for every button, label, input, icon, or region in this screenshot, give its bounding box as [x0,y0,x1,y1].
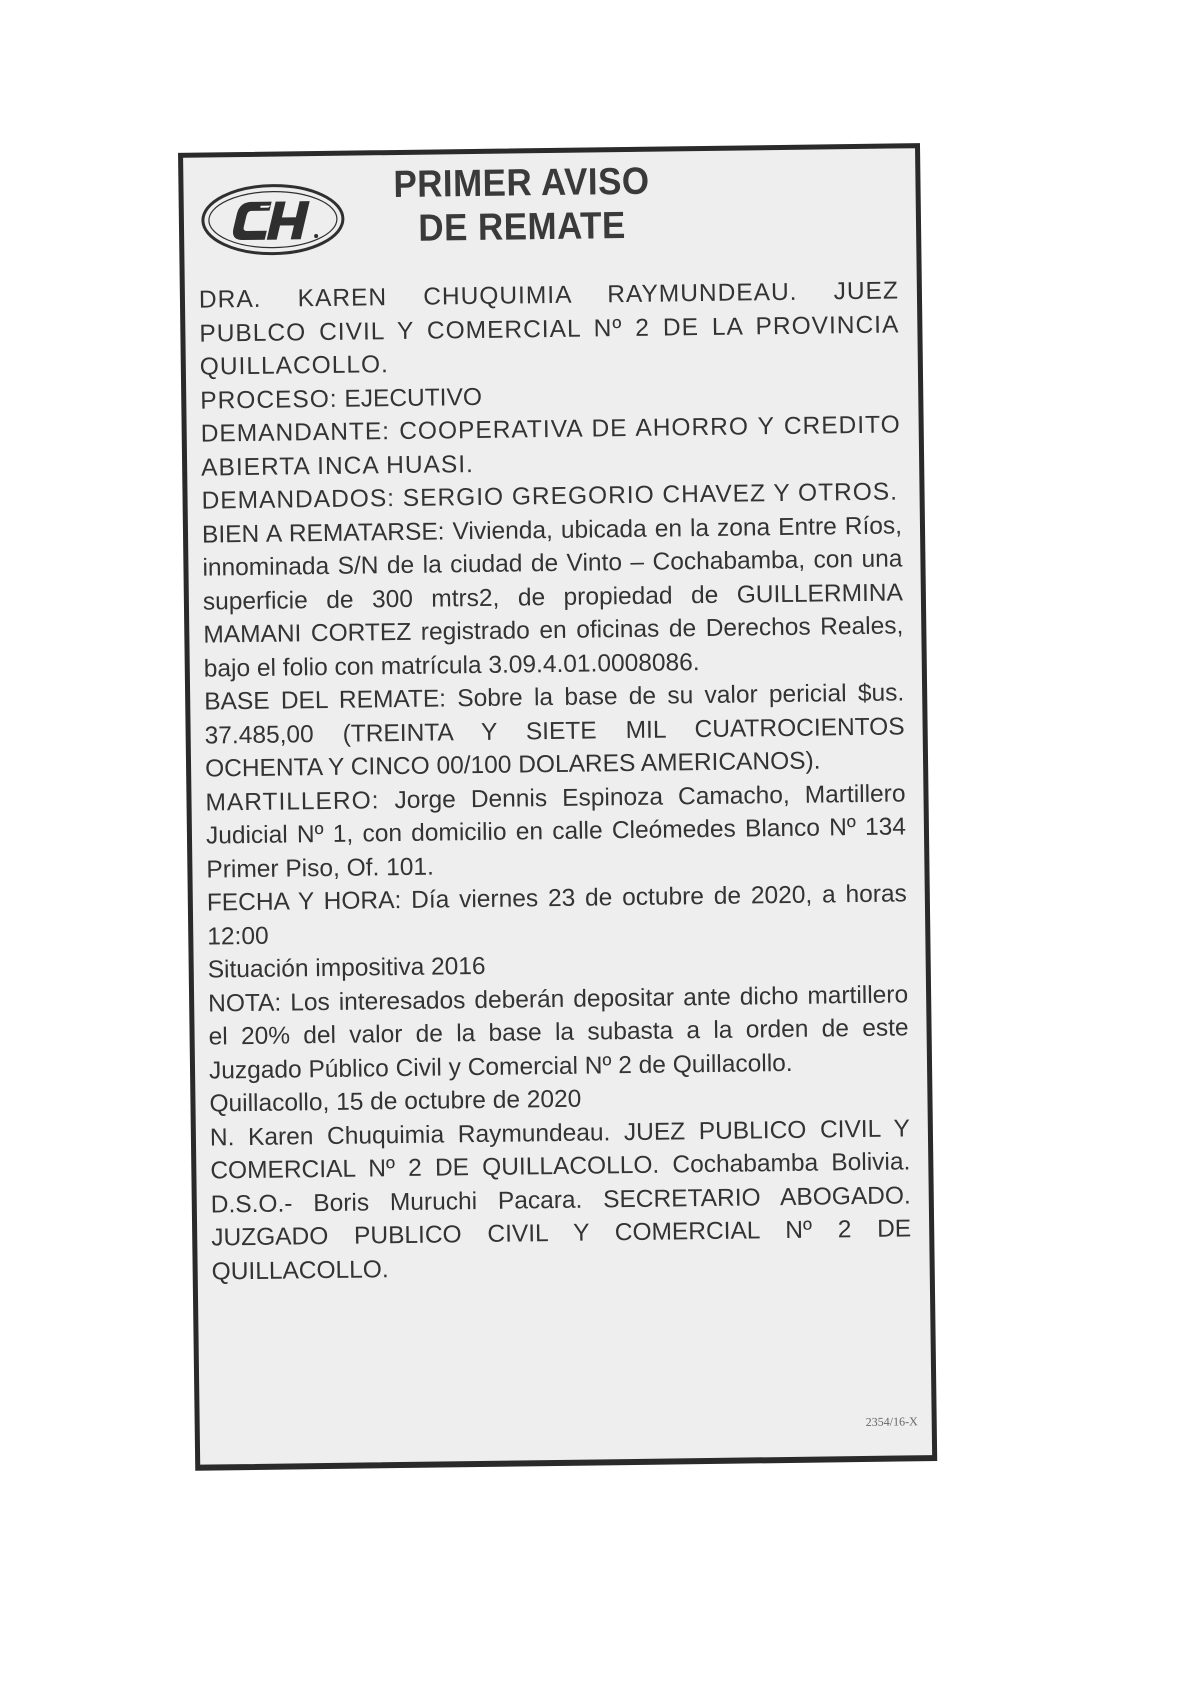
fecha-line [207,877,908,953]
proceso-label: PROCESO: [200,385,338,415]
situacion-line: Situación impositiva 2016 [207,952,486,984]
base-value: Sobre la base de su valor pericial $us. 37.485,00 (TREINTA Y SIETE MIL CUATROCIENTOS OCHENTA Y CINCO 00/100 DOLARES AMERICANOS). [204,679,905,783]
notice-body [199,274,912,1288]
fecha-value: Día viernes 23 de octubre de 2020, a horas 12:00 [207,880,907,951]
base-line [204,676,905,786]
bien-value: Vivienda, ubicada en la zona Entre Ríos, innominada S/N de la ciudad de Vinto – Cochabamba, con una superficie de 300 mtrs2, de propiedad de GUILLERMINA MAMANI CORTEZ registrado en oficinas de Derechos Reales, bajo el folio con matrícula 3.09.4.01.0008086. [202,511,904,683]
judge-line: DRA. KAREN CHUQUIMIA RAYMUNDEAU. JUEZ PUBLCO CIVIL Y COMERCIAL Nº 2 DE LA PROVINCIA QUILLACOLLO. [198,277,900,381]
ch-logo [199,182,346,258]
place-date-line: Quillacollo, 15 de octubre de 2020 [209,1085,582,1118]
title-line-1: PRIMER AVISO [393,160,650,207]
martillero-line [205,777,906,887]
demandante-value: COOPERATIVA DE AHORRO Y CREDITO ABIERTA INCA HUASI. [200,411,901,482]
nota-label: NOTA: [207,989,282,1018]
base-label: BASE DEL REMATE: [204,685,447,716]
auction-notice [178,143,937,1471]
demandante-line [200,408,901,484]
nota-value: Los interesados deberán depositar ante dicho martillero el 20% del valor de la base la subasta a la orden de este Juzgado Público Civil y Comercial Nº 2 de Quillacollo. [208,980,909,1085]
reference-code: 2354/16-X [865,1414,918,1429]
signature-block: N. Karen Chuquimia Raymundeau. JUEZ PUBLICO CIVIL Y COMERCIAL Nº 2 DE QUILLACOLLO. Cochabamba Bolivia. D.S.O.- Boris Muruchi Pacara. SECRETARIO ABOGADO. JUZGADO PUBLICO CIVIL Y COMERCIAL Nº 2 DE QUILLACOLLO. [209,1114,912,1286]
bien-line [202,509,904,686]
demandados-label: DEMANDADOS: [201,485,396,515]
notice-title [383,160,660,252]
bien-label: BIEN A REMATARSE: [201,517,445,549]
title-line-2: DE REMATE [418,205,627,250]
nota-line [208,978,909,1088]
martillero-label: MARTILLERO: [205,786,380,817]
demandados-value: SERGIO GREGORIO CHAVEZ Y OTROS. [394,478,899,513]
proceso-value: EJECUTIVO [337,383,483,413]
martillero-value: Jorge Dennis Espinoza Camacho, Martillero Judicial Nº 1, con domicilio en calle Cleómedes Blanco Nº 134 Primer Piso, Of. 101. [205,779,907,884]
demandante-label: DEMANDANTE: [200,418,391,448]
fecha-label: FECHA Y HORA: [206,886,402,917]
